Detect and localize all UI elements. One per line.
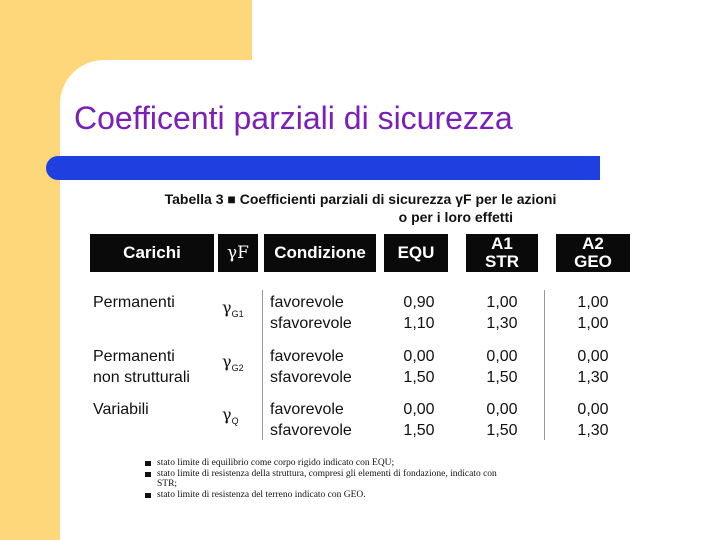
caption-line-2: o per i loro effetti xyxy=(398,209,513,225)
header-equ: EQU xyxy=(384,234,448,272)
row-3-carichi: Variabili xyxy=(93,401,149,418)
row-1-a2: 1,00 1,00 xyxy=(577,294,609,332)
header-gamma: γF xyxy=(218,234,258,272)
row-2-carichi: Permanenti non strutturali xyxy=(93,348,190,386)
row-2-equ: 0,00 1,50 xyxy=(403,348,435,386)
note-item xyxy=(145,490,505,501)
note-text: stato limite di equilibrio come corpo rigido indicato con EQU; xyxy=(157,458,395,468)
bullet-icon xyxy=(145,472,151,477)
note-item xyxy=(145,458,505,469)
row-3-a2: 0,00 1,30 xyxy=(577,401,609,439)
table-caption xyxy=(84,190,637,226)
header-a2: A2 GEO xyxy=(556,234,630,272)
row-1-a1: 1,00 1,30 xyxy=(486,294,518,332)
row-2-condizione: favorevole sfavorevole xyxy=(270,348,352,386)
column-divider xyxy=(262,290,263,440)
note-item xyxy=(145,469,505,490)
bullet-icon xyxy=(145,461,151,466)
coefficients-table xyxy=(84,186,637,446)
row-1-equ: 0,90 1,10 xyxy=(403,294,435,332)
row-3-a1: 0,00 1,50 xyxy=(486,401,518,439)
row-2-gamma: $\gamma_{G2}$ xyxy=(222,352,244,374)
row-3-equ: 0,00 1,50 xyxy=(403,401,435,439)
row-2-a2: 0,00 1,30 xyxy=(577,348,609,386)
table-notes xyxy=(145,458,505,500)
row-3-condizione: favorevole sfavorevole xyxy=(270,401,352,439)
row-1-gamma: $\gamma_{G1}$ xyxy=(222,298,244,320)
row-2-a1: 0,00 1,50 xyxy=(486,348,518,386)
header-condizione: Condizione xyxy=(264,234,376,272)
row-1-condizione: favorevole sfavorevole xyxy=(270,294,352,332)
row-1-carichi: Permanenti xyxy=(93,294,175,311)
row-3-gamma: $\gamma_Q$ xyxy=(222,405,239,427)
slide-title: Coefficenti parziali di sicurezza xyxy=(74,100,513,136)
header-a1: A1 STR xyxy=(466,234,538,272)
title-underline-bar xyxy=(46,156,600,180)
bullet-icon xyxy=(145,493,151,498)
note-text: stato limite di resistenza della struttura, compresi gli elementi di fondazione, indicato con STR; xyxy=(157,468,497,489)
note-text: stato limite di resistenza del terreno indicato con GEO. xyxy=(157,489,366,500)
header-carichi: Carichi xyxy=(90,234,214,272)
caption-line-1: Tabella 3 ■ Coefficienti parziali di sicurezza γF per le azioni xyxy=(164,191,557,207)
column-divider xyxy=(544,290,545,440)
